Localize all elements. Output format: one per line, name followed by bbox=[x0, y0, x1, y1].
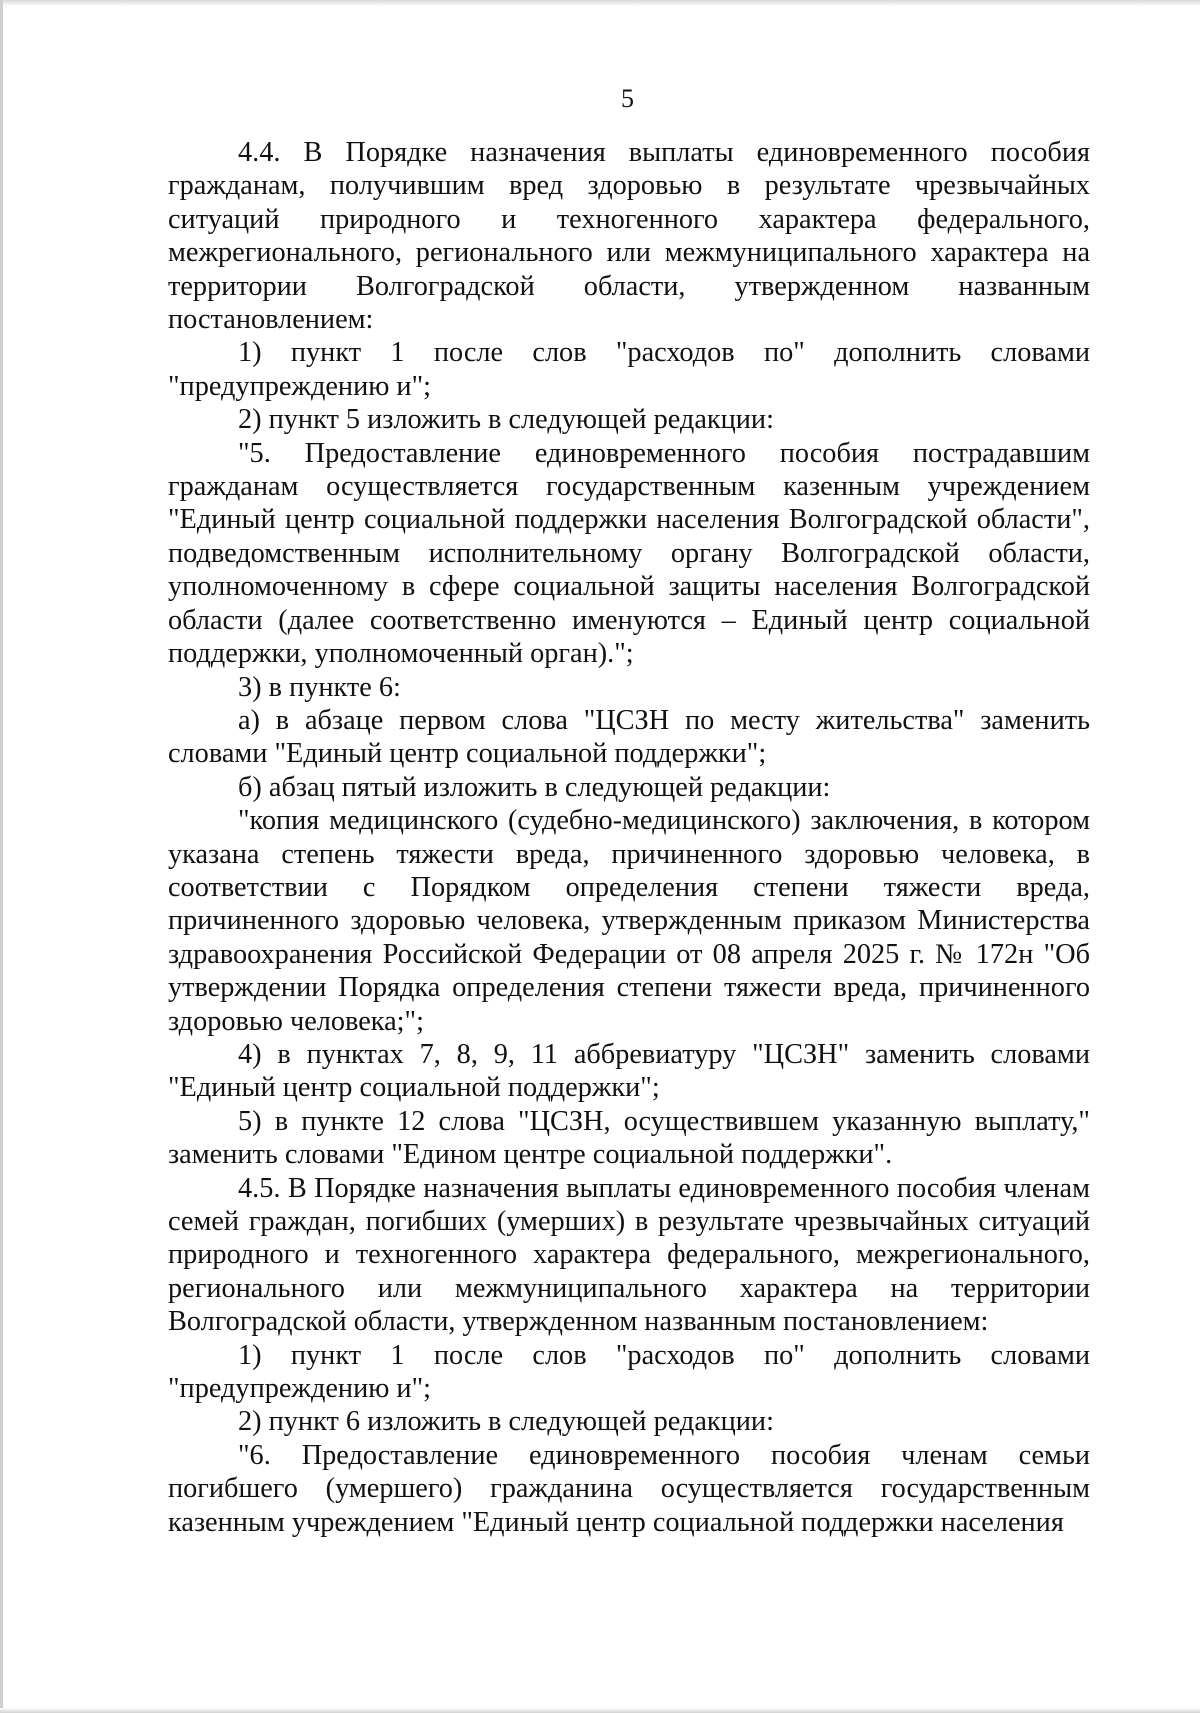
paragraph-quote-6: "6. Предоставление единовременного пособия членам семьи погибшего (умершего) гражданина осуществляется государственным казенным учреждением "Единый центр социальной поддержки населения bbox=[168, 1439, 1090, 1538]
paragraph-item-5: 5) в пункте 12 слова "ЦСЗН, осуществившем указанную выплату," заменить словами "Едином центре социальной поддержки". bbox=[168, 1105, 1090, 1171]
paragraph-quote-copy: "копия медицинского (судебно-медицинского) заключения, в котором указана степень тяжести вреда, причиненного здоровью человека, в соответствии с Порядком определения степени тяжести вреда, причиненного здоровью человека, утвержденным приказом Министерства здравоохранения Российской Федерации от 08 апреля 2025 г. № 172н "Об утверждении Порядка определения степени тяжести вреда, причиненного здоровью человека;"; bbox=[168, 805, 1090, 1037]
paragraph-subitem-a: а) в абзаце первом слова "ЦСЗН по месту жительства" заменить словами "Единый центр социальной поддержки"; bbox=[168, 704, 1090, 770]
scan-edge-top bbox=[0, 0, 1200, 6]
scan-edge-bottom bbox=[0, 1708, 1200, 1713]
scan-edge-left bbox=[0, 0, 3, 1713]
paragraph-item-1: 1) пункт 1 после слов "расходов по" дополнить словами "предупреждению и"; bbox=[168, 337, 1090, 402]
paragraph-4-5-item-2: 2) пункт 6 изложить в следующей редакции: bbox=[238, 1406, 774, 1438]
paragraph-item-4: 4) в пунктах 7, 8, 9, 11 аббревиатуру "ЦСЗН" заменить словами "Единый центр социальной поддержки"; bbox=[168, 1038, 1090, 1104]
paragraph-4-4: 4.4. В Порядке назначения выплаты единовременного пособия гражданам, получившим вред здоровью в результате чрезвычайных ситуаций природного и техногенного характера федерального, межрегионального, регионального или межмуниципального характера на территории Волгоградской области, утвержденном названным постановлением: bbox=[168, 137, 1090, 336]
document-body bbox=[168, 136, 1090, 1539]
paragraph-subitem-b: б) абзац пятый изложить в следующей редакции: bbox=[238, 771, 831, 803]
paragraph-item-2: 2) пункт 5 изложить в следующей редакции: bbox=[238, 404, 774, 436]
paragraph-4-5-item-1: 1) пункт 1 после слов "расходов по" дополнить словами "предупреждению и"; bbox=[168, 1339, 1090, 1405]
page-number: 5 bbox=[621, 84, 634, 113]
paragraph-quote-5: "5. Предоставление единовременного пособия пострадавшим гражданам осуществляется государственным казенным учреждением "Единый центр социальной поддержки населения Волгоградской области", подведомственным исполнительному органу Волгоградской области, уполномоченному в сфере социальной защиты населения Волгоградской области (далее соответственно именуются – Единый центр социальной поддержки, уполномоченный орган)."; bbox=[168, 437, 1090, 670]
paragraph-4-5: 4.5. В Порядке назначения выплаты единовременного пособия членам семей граждан, погибших (умерших) в результате чрезвычайных ситуаций природного и техногенного характера федерального, межрегионального, регионального или межмуниципального характера на территории Волгоградской области, утвержденном названным постановлением: bbox=[168, 1172, 1090, 1338]
paragraph-item-3: 3) в пункте 6: bbox=[238, 671, 401, 703]
